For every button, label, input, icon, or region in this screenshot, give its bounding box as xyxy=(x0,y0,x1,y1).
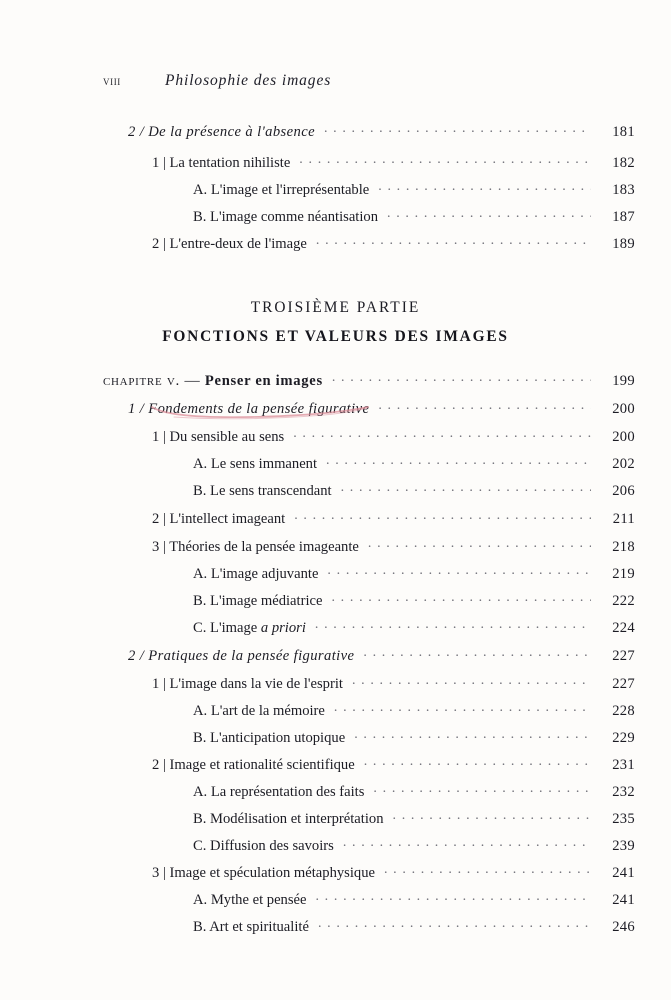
toc-entry-page-number: 222 xyxy=(612,592,635,609)
toc-entry[interactable] xyxy=(193,206,635,226)
toc-entry-label: B. Modélisation et interprétation xyxy=(193,810,384,827)
toc-entry-page-number: 200 xyxy=(612,428,635,445)
toc-entry[interactable] xyxy=(193,700,635,720)
toc-entry-label: B. L'anticipation utopique xyxy=(193,729,346,746)
toc-entry-page-number: 211 xyxy=(612,510,635,527)
toc-entry[interactable] xyxy=(193,916,635,936)
toc-entry-page-number: 182 xyxy=(612,154,635,171)
toc-entry-page-number: 200 xyxy=(612,400,635,417)
dot-leader xyxy=(352,673,591,688)
toc-entry-label: 1 / Fondements de la pensée figurative xyxy=(128,400,370,417)
toc-entry-page-number: 202 xyxy=(612,455,635,472)
dot-leader xyxy=(393,808,592,823)
toc-entry-label: B. L'image comme néantisation xyxy=(193,208,379,225)
toc-entry[interactable] xyxy=(193,179,635,199)
toc-entry-label: B. L'image médiatrice xyxy=(193,592,323,609)
toc-entry[interactable] xyxy=(128,398,635,418)
dot-leader xyxy=(363,645,591,660)
toc-entry-label: A. L'image et l'irreprésentable xyxy=(193,181,370,198)
toc-entry-page-number: 189 xyxy=(612,235,635,252)
dot-leader xyxy=(318,916,591,931)
dot-leader xyxy=(384,862,591,877)
dot-leader xyxy=(294,508,591,523)
toc-entry-page-number: 218 xyxy=(612,538,635,555)
toc-entry[interactable] xyxy=(152,426,635,446)
dot-leader xyxy=(368,536,591,551)
dot-leader xyxy=(364,754,591,769)
toc-entry-page-number: 231 xyxy=(612,756,635,773)
toc-entry[interactable] xyxy=(193,563,635,583)
dot-leader xyxy=(378,398,591,413)
toc-entry[interactable] xyxy=(128,121,635,141)
dot-leader xyxy=(378,179,591,194)
toc-entry-label: A. Le sens immanent xyxy=(193,455,318,472)
toc-entry[interactable] xyxy=(193,480,635,500)
toc-entry[interactable] xyxy=(193,781,635,801)
toc-entry-label: B. Art et spiritualité xyxy=(193,918,309,935)
toc-entry[interactable] xyxy=(152,536,635,556)
toc-entry[interactable] xyxy=(193,617,635,637)
toc-entry[interactable] xyxy=(193,889,635,909)
toc-entry-page-number: 227 xyxy=(612,647,635,664)
toc-entry-label: A. L'art de la mémoire xyxy=(193,702,325,719)
toc-entry[interactable] xyxy=(193,453,635,473)
part-heading-line-2: FONCTIONS ET VALEURS DES IMAGES xyxy=(162,328,509,345)
toc-entry[interactable] xyxy=(152,862,635,882)
toc-entry-label: 3 | Théories de la pensée imageante xyxy=(152,538,359,555)
toc-entry-label-italic-term: a priori xyxy=(260,619,306,636)
toc-entry-label: A. La représentation des faits xyxy=(193,783,365,800)
dot-leader xyxy=(293,426,591,441)
dot-leader xyxy=(373,781,591,796)
toc-entry-page-number: 183 xyxy=(612,181,635,198)
toc-entry-label: B. Le sens transcendant xyxy=(193,482,332,499)
dot-leader xyxy=(299,152,591,167)
toc-entry[interactable] xyxy=(193,590,635,610)
toc-entry-page-number: 224 xyxy=(612,619,635,636)
toc-entry-page-number: 227 xyxy=(612,675,635,692)
toc-entry[interactable] xyxy=(128,645,635,665)
toc-entry-label xyxy=(193,620,315,637)
dot-leader xyxy=(387,206,591,221)
dot-leader xyxy=(316,233,591,248)
toc-entry[interactable] xyxy=(152,673,635,693)
dot-leader xyxy=(343,835,591,850)
dot-leader xyxy=(341,480,591,495)
toc-entry-label: 2 | L'intellect imageant xyxy=(152,510,286,527)
toc-entry[interactable] xyxy=(193,835,635,855)
dot-leader xyxy=(315,617,591,632)
dot-leader xyxy=(315,889,591,904)
dot-leader xyxy=(327,563,591,578)
toc-entry-page-number: 228 xyxy=(612,702,635,719)
chapter-title: Penser en images xyxy=(204,372,323,389)
toc-entry[interactable] xyxy=(152,233,635,253)
toc-entry-label: 2 | L'entre-deux de l'image xyxy=(152,235,307,252)
toc-entry-page-number: 232 xyxy=(612,783,635,800)
toc-entry-page-number: 187 xyxy=(612,208,635,225)
toc-entry-label: C. Diffusion des savoirs xyxy=(193,837,334,854)
toc-entry-page-number: 241 xyxy=(612,864,635,881)
dot-leader xyxy=(334,700,591,715)
toc-entry-page-number: 246 xyxy=(612,918,635,935)
toc-entry-page-number: 219 xyxy=(612,565,635,582)
toc-entry-label: 3 | Image et spéculation métaphysique xyxy=(152,864,375,881)
toc-entry-page-number: 229 xyxy=(612,729,635,746)
page-folio: viii xyxy=(103,74,121,88)
toc-entry-label: 1 | L'image dans la vie de l'esprit xyxy=(152,675,343,692)
toc-entry-label: 1 | La tentation nihiliste xyxy=(152,154,291,171)
running-head xyxy=(103,72,573,94)
toc-entry[interactable] xyxy=(152,508,635,528)
toc-entry-label: A. L'image adjuvante xyxy=(193,565,319,582)
toc-entry[interactable] xyxy=(152,152,635,172)
toc-entry[interactable] xyxy=(193,808,635,828)
toc-entry[interactable] xyxy=(152,754,635,774)
dot-leader xyxy=(326,453,591,468)
toc-entry-page-number: 206 xyxy=(612,482,635,499)
toc-entry-chapter[interactable] xyxy=(103,370,635,390)
toc-entry-label: 2 / De la présence à l'absence xyxy=(128,123,315,140)
dot-leader xyxy=(332,370,591,385)
toc-entry-label: 2 | Image et rationalité scientifique xyxy=(152,756,355,773)
toc-entry[interactable] xyxy=(193,727,635,747)
toc-entry-label: 2 / Pratiques de la pensée figurative xyxy=(128,647,355,664)
toc-entry-label-text: C. L'image xyxy=(193,619,261,636)
chapter-page-number: 199 xyxy=(612,372,635,389)
toc-entry-label: 1 | Du sensible au sens xyxy=(152,428,285,445)
toc-entry-page-number: 241 xyxy=(612,891,635,908)
toc-entry-page-number: 239 xyxy=(612,837,635,854)
dot-leader xyxy=(354,727,591,742)
chapter-label xyxy=(103,372,332,390)
toc-entry-label: A. Mythe et pensée xyxy=(193,891,307,908)
chapter-prefix: chapitre v. — xyxy=(103,371,205,389)
part-heading-line-1: TROISIÈME PARTIE xyxy=(250,299,421,316)
running-title: Philosophie des images xyxy=(165,72,332,89)
toc-entry-page-number: 235 xyxy=(612,810,635,827)
dot-leader xyxy=(331,590,591,605)
dot-leader xyxy=(324,121,591,136)
toc-entry-page-number: 181 xyxy=(612,123,635,140)
